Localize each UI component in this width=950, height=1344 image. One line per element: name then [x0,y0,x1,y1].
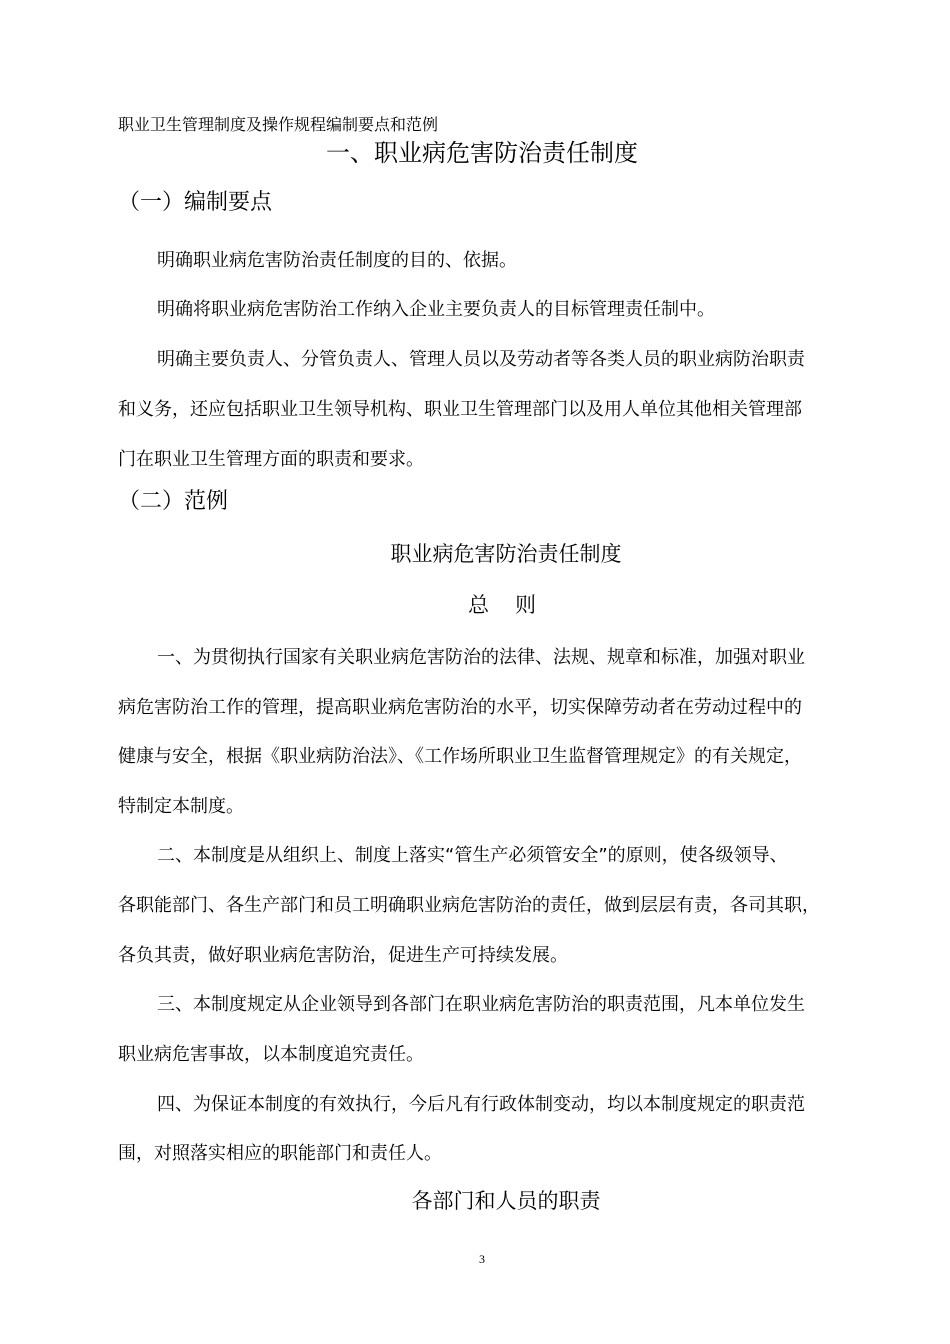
paragraph-line: 职业病危害事故，以本制度追究责任。 [118,1044,424,1065]
paragraph-line: 病危害防治工作的管理，提高职业病危害防治的水平，切实保障劳动者在劳动过程中的 [118,697,802,718]
paragraph-line: 三、本制度规定从企业领导到各部门在职业病危害防治的职责范围，凡本单位发生 [157,994,805,1015]
example-title: 职业病危害防治责任制度 [390,542,622,566]
section-heading-guidelines: （一）编制要点 [118,190,273,215]
paragraph-line: 四、为保证本制度的有效执行，今后凡有行政体制变动，均以本制度规定的职责范 [157,1094,805,1115]
paragraph-line: 二、本制度是从组织上、制度上落实“管生产必须管安全”的原则，使各级领导、 [157,845,788,866]
paragraph-line: 明确主要负责人、分管负责人、管理人员以及劳动者等各类人员的职业病防治职责 [157,349,805,370]
document-header: 职业卫生管理制度及操作规程编制要点和范例 [118,115,439,134]
chapter-title: 一、职业病危害防治责任制度 [326,139,638,167]
paragraph-line: 明确职业病危害防治责任制度的目的、依据。 [157,250,517,271]
paragraph-line: 健康与安全，根据《职业病防治法》、《工作场所职业卫生监督管理规定》的有关规定， [118,746,802,767]
paragraph-line: 围，对照落实相应的职能部门和责任人。 [118,1143,442,1164]
paragraph-line: 各职能部门、各生产部门和员工明确职业病危害防治的责任，做到层层有责，各司其职， [118,895,820,916]
page-number: 3 [479,1252,485,1266]
duties-title: 各部门和人员的职责 [411,1189,601,1213]
paragraph-line: 门在职业卫生管理方面的职责和要求。 [118,449,424,470]
paragraph-line: 一、为贯彻执行国家有关职业病危害防治的法律、法规、规章和标准，加强对职业 [157,647,805,668]
paragraph-line: 明确将职业病危害防治工作纳入企业主要负责人的目标管理责任制中。 [157,299,715,320]
paragraph-line: 和义务，还应包括职业卫生领导机构、职业卫生管理部门以及用人单位其他相关管理部 [118,399,802,420]
paragraph-line: 各负其责，做好职业病危害防治，促进生产可持续发展。 [118,945,568,966]
paragraph-line: 特制定本制度。 [118,796,244,817]
section-heading-example: （二）范例 [118,489,229,514]
general-provisions-title: 总则 [468,593,562,617]
